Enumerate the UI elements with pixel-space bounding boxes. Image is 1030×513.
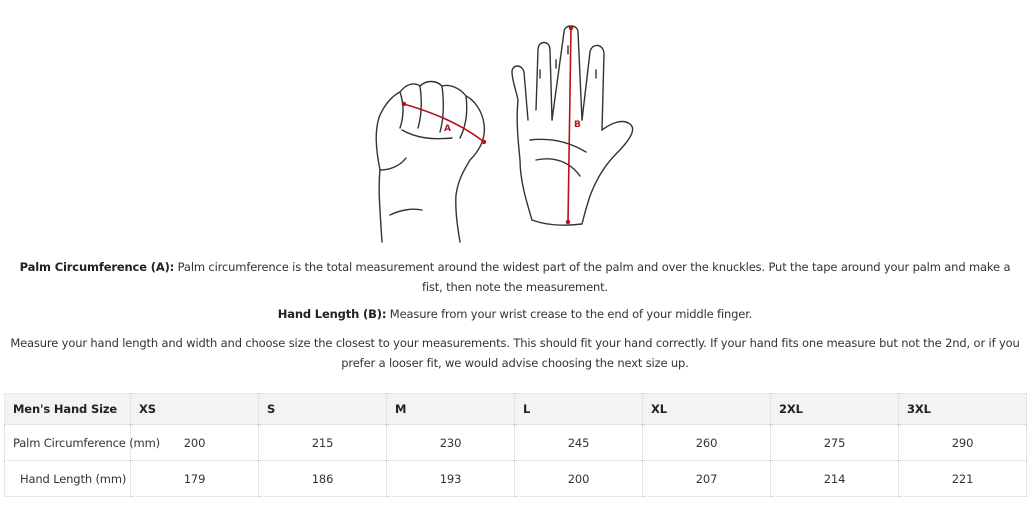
table-cell: 179	[131, 461, 259, 497]
table-cell: 193	[387, 461, 515, 497]
hand-length-text: Measure from your wrist crease to the end of your middle finger.	[389, 307, 753, 321]
sizing-advice-text: Measure your hand length and width and choose size the closest to your measurements. This should fit your hand correctly. If your hand fits one measure but not the 2nd, or if you prefer a looser fit, we would advise choosing the next size up.	[10, 336, 1020, 370]
measure-point-b-end	[566, 220, 570, 224]
table-cell: 221	[899, 461, 1027, 497]
table-cell: 260	[643, 425, 771, 461]
measure-line-b	[568, 28, 571, 222]
palm-circumference-text: Palm circumference is the total measurement around the widest part of the palm and over the knuckles. Put the tape around your palm and make a fist, then note the measurement.	[177, 260, 1011, 294]
fist-hand-drawing	[376, 82, 484, 243]
size-header-s: S	[259, 394, 387, 425]
table-cell: 290	[899, 425, 1027, 461]
sizing-advice-paragraph	[0, 333, 1030, 373]
table-cell: 207	[643, 461, 771, 497]
size-header-xl: XL	[643, 394, 771, 425]
size-header-m: M	[387, 394, 515, 425]
table-cell: 186	[259, 461, 387, 497]
size-header-label: Men's Hand Size	[5, 394, 131, 425]
hand-measurement-illustration	[360, 20, 680, 245]
measure-point-a-start	[402, 102, 406, 106]
hand-length-paragraph	[0, 304, 1030, 324]
palm-circumference-paragraph	[0, 257, 1030, 297]
palm-circumference-row-label: Palm Circumference (mm)	[5, 425, 131, 461]
measure-label-b: B	[574, 120, 581, 130]
size-chart-table	[4, 393, 1027, 497]
table-cell: 275	[771, 425, 899, 461]
hand-length-title: Hand Length (B):	[277, 307, 387, 321]
measure-point-a-end	[482, 140, 486, 144]
size-header-l: L	[515, 394, 643, 425]
table-cell: 245	[515, 425, 643, 461]
palm-circumference-title: Palm Circumference (A):	[19, 260, 175, 274]
table-row	[5, 461, 1027, 497]
size-header-3xl: 3XL	[899, 394, 1027, 425]
size-header-row	[5, 394, 1027, 425]
size-header-2xl: 2XL	[771, 394, 899, 425]
measure-point-b-start	[569, 26, 573, 30]
hand-length-row-label: Hand Length (mm)	[5, 461, 131, 497]
measure-label-a: A	[444, 124, 451, 134]
table-cell: 215	[259, 425, 387, 461]
table-row	[5, 425, 1027, 461]
table-cell: 214	[771, 461, 899, 497]
table-cell: 230	[387, 425, 515, 461]
table-cell: 200	[131, 425, 259, 461]
open-hand-drawing	[512, 26, 633, 225]
table-cell: 200	[515, 461, 643, 497]
size-header-xs: XS	[131, 394, 259, 425]
